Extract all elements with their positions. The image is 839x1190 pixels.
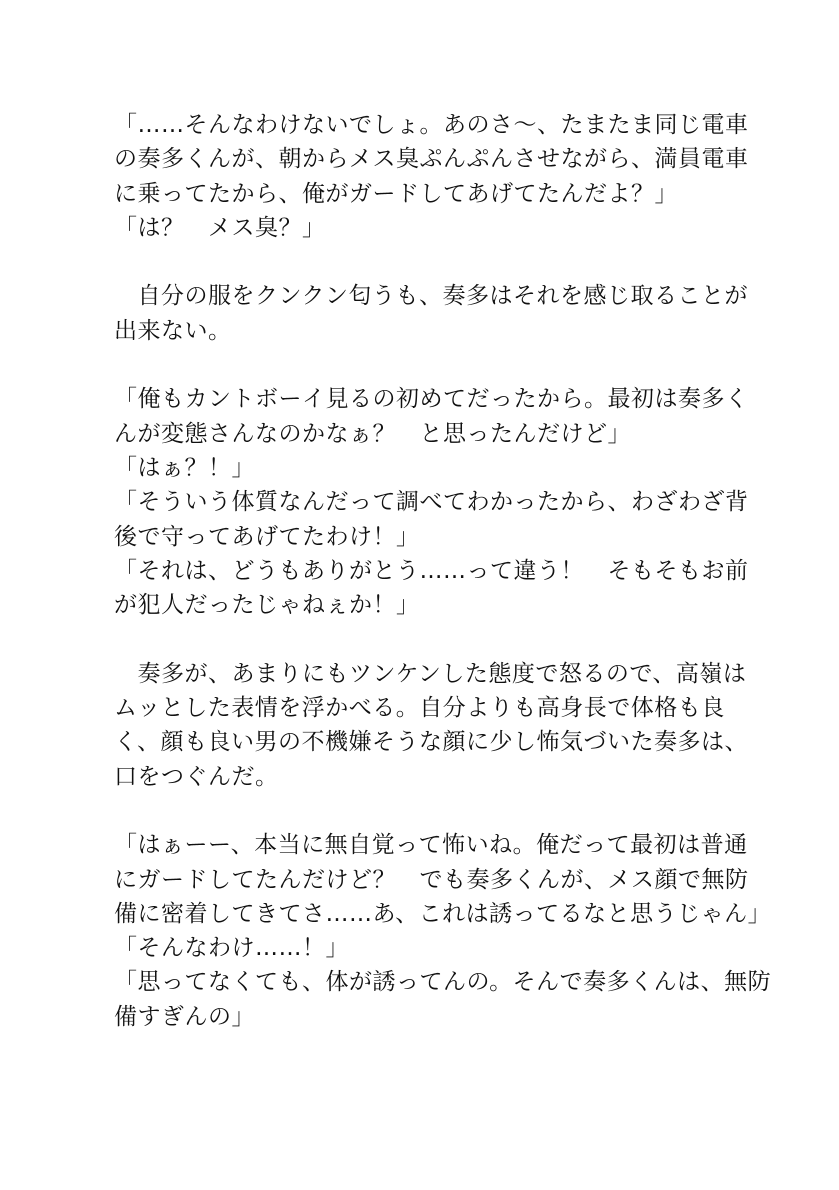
text-line: 後で守ってあげてたわけ！」: [114, 523, 420, 550]
text-line: 「そんなわけ……！」: [114, 935, 349, 962]
blank-line: [114, 794, 734, 828]
text-line: 「思ってなくても、体が誘ってんの。そんで奏多くんは、無防: [114, 969, 772, 996]
text-line: 備すぎんの」: [114, 1003, 255, 1030]
text-line: 「それは、どうもありがとう……って違う！ そもそもお前: [114, 557, 749, 584]
text-line: にガードしてたんだけど？ でも奏多くんが、メス顔で無防: [114, 866, 749, 893]
text-line: 「俺もカントボーイ見るの初めてだったから。最初は奏多く: [114, 386, 749, 413]
text-line: 奏多が、あまりにもツンケンした態度で怒るので、高嶺は: [114, 660, 747, 687]
text-line: く、顔も良い男の不機嫌そうな顔に少し怖気づいた奏多は、: [114, 729, 749, 756]
text-line: 「はぁ？！」: [114, 454, 255, 481]
text-line: んが変態さんなのかなぁ？ と思ったんだけど」: [114, 420, 631, 447]
blank-line: [114, 245, 734, 279]
blank-line: [114, 622, 734, 656]
text-line: 備に密着してきてさ……あ、これは誘ってるなと思うじゃん」: [114, 900, 772, 927]
text-line: 「はぁーー、本当に無自覚って怖いね。俺だって最初は普通: [114, 832, 748, 859]
text-line: 自分の服をクンクン匂うも、奏多はそれを感じ取ることが: [114, 283, 749, 310]
text-line: 出来ない。: [114, 317, 232, 344]
text-line: ムッとした表情を浮かべる。自分よりも高身長で体格も良: [114, 695, 725, 722]
novel-text: [114, 108, 772, 1034]
text-line: が犯人だったじゃねぇか！」: [114, 592, 420, 619]
text-line: に乗ってたから、俺がガードしてあげてたんだよ？」: [114, 180, 678, 207]
blank-line: [114, 348, 734, 382]
text-line: 「……そんなわけないでしょ。あのさ〜、たまたま同じ電車: [114, 112, 749, 138]
text-line: 「そういう体質なんだって調べてわかったから、わざわざ背: [114, 489, 749, 516]
text-line: 「は？ メス臭？」: [114, 214, 326, 241]
text-line: 口をつぐんだ。: [114, 763, 279, 790]
text-line: の奏多くんが、朝からメス臭ぷんぷんさせながら、満員電車: [114, 146, 749, 173]
